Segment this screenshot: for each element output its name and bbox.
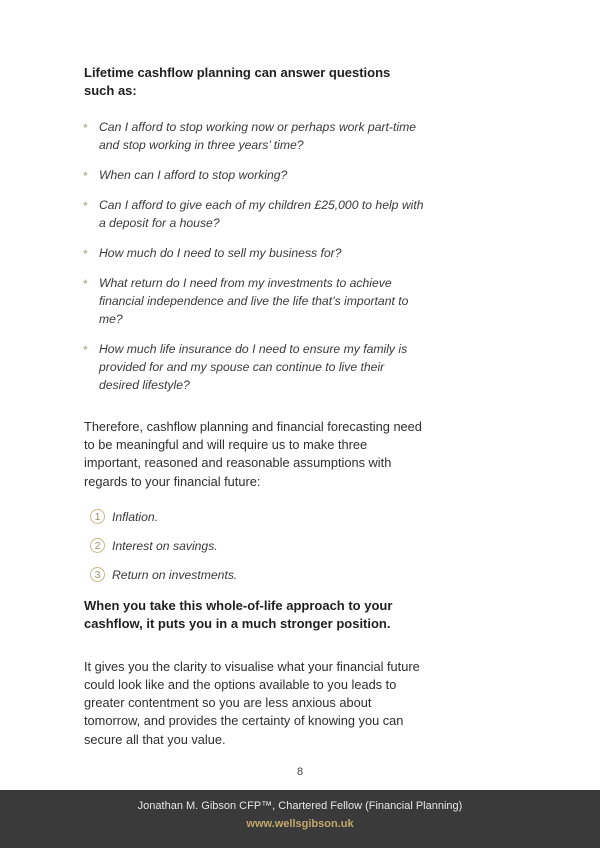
question-item <box>84 166 424 184</box>
question-item <box>84 118 424 154</box>
number-circle-icon: 3 <box>90 567 105 582</box>
question-item <box>84 196 424 232</box>
assumption-item <box>90 507 424 527</box>
footer-website-link[interactable]: www.wellsgibson.uk <box>246 818 354 830</box>
question-item <box>84 244 424 262</box>
questions-list <box>84 118 424 394</box>
star-bullet-icon: * <box>83 247 88 261</box>
number-circle-icon: 2 <box>90 538 105 553</box>
question-item <box>84 340 424 394</box>
star-bullet-icon: * <box>83 277 88 291</box>
assumption-label: Interest on savings. <box>112 538 218 553</box>
page-content <box>84 64 424 749</box>
question-text: When can I afford to stop working? <box>99 168 288 182</box>
question-text: Can I afford to stop working now or perhaps work part-time and stop working in three years’ time? <box>99 120 417 152</box>
intro-heading: Lifetime cashflow planning can answer questions such as: <box>84 65 391 98</box>
assumption-label: Inflation. <box>112 509 159 524</box>
assumptions-list <box>90 507 424 585</box>
closing-paragraph: It gives you the clarity to visualise what your financial future could look like and the options available to you leads to greater contentment so you are less anxious about tomorrow, and provides the certainty of knowing you can secure all that you value. <box>84 658 420 747</box>
assumption-item <box>90 536 424 556</box>
number-circle-icon: 1 <box>90 509 105 524</box>
question-item <box>84 274 424 328</box>
bold-statement: When you take this whole-of-life approach to your cashflow, it puts you in a much stronger position. <box>84 597 393 632</box>
assumption-item <box>90 565 424 585</box>
question-text: How much life insurance do I need to ensure my family is provided for and my spouse can continue to live their desired lifestyle? <box>99 342 408 392</box>
question-text: How much do I need to sell my business for? <box>99 246 342 260</box>
footer-author: Jonathan M. Gibson CFP™, Chartered Fellow (Financial Planning) <box>137 800 463 812</box>
assumptions-intro: Therefore, cashflow planning and financial forecasting need to be meaningful and will require us to make three important, reasoned and reasonable assumptions with regards to your financial future: <box>84 419 422 489</box>
footer <box>0 790 600 848</box>
star-bullet-icon: * <box>83 121 88 135</box>
question-text: Can I afford to give each of my children £25,000 to help with a deposit for a house? <box>99 198 424 230</box>
question-text: What return do I need from my investments to achieve financial independence and live the life that’s important to me? <box>99 276 409 326</box>
star-bullet-icon: * <box>83 169 88 183</box>
assumption-label: Return on investments. <box>112 567 238 582</box>
page-number: 8 <box>296 766 304 778</box>
star-bullet-icon: * <box>83 199 88 213</box>
star-bullet-icon: * <box>83 343 88 357</box>
